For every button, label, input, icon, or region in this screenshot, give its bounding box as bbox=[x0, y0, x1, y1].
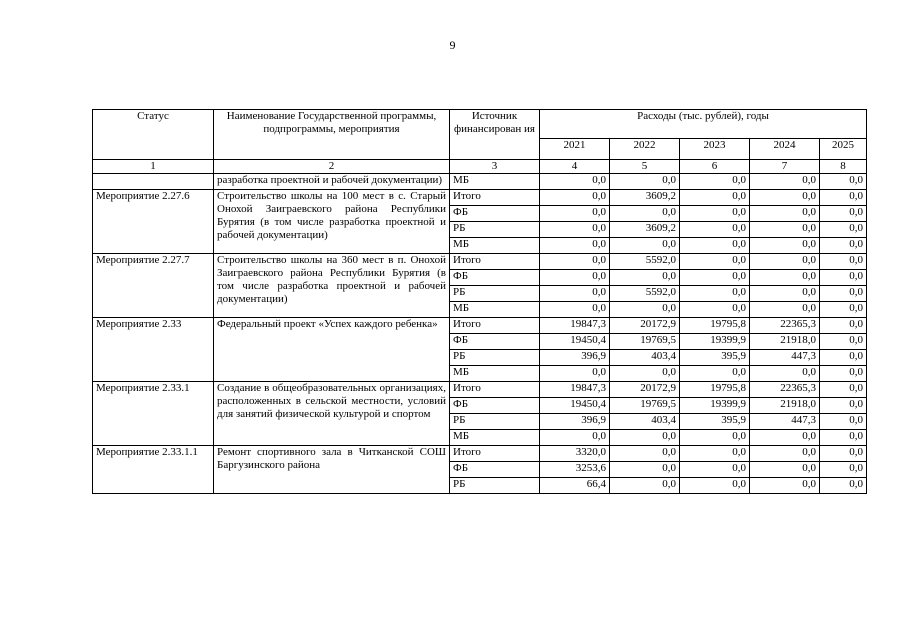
name-cell: Строительство школы на 100 мест в с. Старый Онохой Заиграевского района Республики Бурятия (в том числе разработка проектной и рабочей документации) bbox=[214, 190, 450, 254]
value-cell: 0,0 bbox=[750, 190, 820, 206]
value-cell: 0,0 bbox=[610, 270, 680, 286]
value-cell: 0,0 bbox=[540, 190, 610, 206]
value-cell: 0,0 bbox=[610, 238, 680, 254]
column-index: 3 bbox=[450, 160, 540, 174]
column-index: 1 bbox=[93, 160, 214, 174]
value-cell: 0,0 bbox=[680, 478, 750, 494]
status-cell: Мероприятие 2.27.6 bbox=[93, 190, 214, 254]
value-cell: 0,0 bbox=[820, 350, 867, 366]
value-cell: 0,0 bbox=[750, 446, 820, 462]
value-cell: 0,0 bbox=[820, 238, 867, 254]
value-cell: 66,4 bbox=[540, 478, 610, 494]
value-cell: 0,0 bbox=[750, 222, 820, 238]
value-cell: 3609,2 bbox=[610, 222, 680, 238]
value-cell: 22365,3 bbox=[750, 382, 820, 398]
source-cell: РБ bbox=[450, 350, 540, 366]
source-cell: РБ bbox=[450, 478, 540, 494]
value-cell: 0,0 bbox=[610, 366, 680, 382]
column-index: 7 bbox=[750, 160, 820, 174]
value-cell: 0,0 bbox=[750, 302, 820, 318]
value-cell: 21918,0 bbox=[750, 334, 820, 350]
header-status: Статус bbox=[93, 110, 214, 160]
value-cell: 0,0 bbox=[820, 462, 867, 478]
status-cell: Мероприятие 2.33.1 bbox=[93, 382, 214, 446]
value-cell: 0,0 bbox=[540, 366, 610, 382]
value-cell: 19399,9 bbox=[680, 334, 750, 350]
value-cell: 0,0 bbox=[820, 190, 867, 206]
source-cell: ФБ bbox=[450, 398, 540, 414]
column-index: 4 bbox=[540, 160, 610, 174]
value-cell: 403,4 bbox=[610, 414, 680, 430]
value-cell: 0,0 bbox=[540, 286, 610, 302]
value-cell: 0,0 bbox=[750, 366, 820, 382]
page-number: 9 bbox=[449, 38, 456, 52]
value-cell: 0,0 bbox=[750, 254, 820, 270]
value-cell: 0,0 bbox=[680, 222, 750, 238]
value-cell: 0,0 bbox=[820, 302, 867, 318]
value-cell: 0,0 bbox=[610, 462, 680, 478]
value-cell: 0,0 bbox=[820, 222, 867, 238]
source-cell: ФБ bbox=[450, 206, 540, 222]
value-cell: 5592,0 bbox=[610, 286, 680, 302]
status-cell: Мероприятие 2.27.7 bbox=[93, 254, 214, 318]
value-cell: 0,0 bbox=[750, 286, 820, 302]
name-cell: Ремонт спортивного зала в Читканской СОШ Баргузинского района bbox=[214, 446, 450, 494]
value-cell: 0,0 bbox=[820, 414, 867, 430]
status-cell: Мероприятие 2.33.1.1 bbox=[93, 446, 214, 494]
value-cell: 0,0 bbox=[610, 446, 680, 462]
value-cell: 0,0 bbox=[540, 270, 610, 286]
value-cell: 0,0 bbox=[540, 302, 610, 318]
value-cell: 0,0 bbox=[820, 254, 867, 270]
header-year: 2021 bbox=[540, 139, 610, 160]
value-cell: 0,0 bbox=[610, 206, 680, 222]
value-cell: 0,0 bbox=[540, 254, 610, 270]
value-cell: 0,0 bbox=[820, 478, 867, 494]
value-cell: 0,0 bbox=[750, 270, 820, 286]
name-cell: Создание в общеобразовательных организациях, расположенных в сельской местности, условий для занятий физической культурой и спортом bbox=[214, 382, 450, 446]
value-cell: 0,0 bbox=[680, 190, 750, 206]
header-year: 2024 bbox=[750, 139, 820, 160]
value-cell: 396,9 bbox=[540, 414, 610, 430]
value-cell: 0,0 bbox=[750, 174, 820, 190]
source-cell: Итого bbox=[450, 318, 540, 334]
name-cell: Строительство школы на 360 мест в п. Онохой Заиграевского района Республики Бурятия (в том числе разработка проектной и рабочей документации) bbox=[214, 254, 450, 318]
value-cell: 0,0 bbox=[750, 478, 820, 494]
value-cell: 20172,9 bbox=[610, 318, 680, 334]
source-cell: РБ bbox=[450, 414, 540, 430]
column-index: 8 bbox=[820, 160, 867, 174]
status-cell bbox=[93, 174, 214, 190]
value-cell: 0,0 bbox=[610, 430, 680, 446]
source-cell: Итого bbox=[450, 382, 540, 398]
value-cell: 0,0 bbox=[750, 206, 820, 222]
value-cell: 19795,8 bbox=[680, 318, 750, 334]
table-row bbox=[93, 254, 867, 270]
value-cell: 0,0 bbox=[680, 446, 750, 462]
source-cell: МБ bbox=[450, 366, 540, 382]
value-cell: 0,0 bbox=[820, 382, 867, 398]
value-cell: 396,9 bbox=[540, 350, 610, 366]
value-cell: 3320,0 bbox=[540, 446, 610, 462]
value-cell: 0,0 bbox=[680, 206, 750, 222]
name-cell: разработка проектной и рабочей документации) bbox=[214, 174, 450, 190]
source-cell: ФБ bbox=[450, 334, 540, 350]
value-cell: 0,0 bbox=[680, 366, 750, 382]
value-cell: 0,0 bbox=[540, 238, 610, 254]
value-cell: 0,0 bbox=[680, 430, 750, 446]
source-cell: МБ bbox=[450, 430, 540, 446]
source-cell: РБ bbox=[450, 286, 540, 302]
value-cell: 0,0 bbox=[820, 446, 867, 462]
column-index-row bbox=[93, 160, 867, 174]
value-cell: 0,0 bbox=[540, 206, 610, 222]
table-row bbox=[93, 318, 867, 334]
value-cell: 0,0 bbox=[680, 270, 750, 286]
source-cell: ФБ bbox=[450, 270, 540, 286]
value-cell: 447,3 bbox=[750, 414, 820, 430]
source-cell: МБ bbox=[450, 302, 540, 318]
source-cell: РБ bbox=[450, 222, 540, 238]
column-index: 6 bbox=[680, 160, 750, 174]
value-cell: 0,0 bbox=[820, 430, 867, 446]
header-year: 2022 bbox=[610, 139, 680, 160]
value-cell: 0,0 bbox=[680, 238, 750, 254]
value-cell: 19847,3 bbox=[540, 318, 610, 334]
header-source: Источник финансирован ия bbox=[450, 110, 540, 160]
value-cell: 3253,6 bbox=[540, 462, 610, 478]
source-cell: Итого bbox=[450, 254, 540, 270]
header-year: 2023 bbox=[680, 139, 750, 160]
name-cell: Федеральный проект «Успех каждого ребенка» bbox=[214, 318, 450, 382]
table-row bbox=[93, 382, 867, 398]
header-expenses: Расходы (тыс. рублей), годы bbox=[540, 110, 867, 139]
value-cell: 0,0 bbox=[820, 174, 867, 190]
source-cell: МБ bbox=[450, 238, 540, 254]
value-cell: 20172,9 bbox=[610, 382, 680, 398]
value-cell: 0,0 bbox=[820, 398, 867, 414]
value-cell: 0,0 bbox=[820, 334, 867, 350]
value-cell: 0,0 bbox=[820, 286, 867, 302]
value-cell: 0,0 bbox=[680, 462, 750, 478]
source-cell: Итого bbox=[450, 190, 540, 206]
value-cell: 3609,2 bbox=[610, 190, 680, 206]
value-cell: 0,0 bbox=[680, 286, 750, 302]
value-cell: 0,0 bbox=[610, 302, 680, 318]
value-cell: 0,0 bbox=[680, 302, 750, 318]
budget-table bbox=[92, 109, 867, 494]
source-cell: ФБ bbox=[450, 462, 540, 478]
value-cell: 0,0 bbox=[680, 254, 750, 270]
header-year: 2025 bbox=[820, 139, 867, 160]
value-cell: 0,0 bbox=[750, 238, 820, 254]
value-cell: 0,0 bbox=[820, 270, 867, 286]
value-cell: 19450,4 bbox=[540, 398, 610, 414]
value-cell: 403,4 bbox=[610, 350, 680, 366]
value-cell: 395,9 bbox=[680, 350, 750, 366]
value-cell: 19769,5 bbox=[610, 398, 680, 414]
value-cell: 0,0 bbox=[540, 174, 610, 190]
source-cell: Итого bbox=[450, 446, 540, 462]
column-index: 5 bbox=[610, 160, 680, 174]
value-cell: 5592,0 bbox=[610, 254, 680, 270]
value-cell: 19795,8 bbox=[680, 382, 750, 398]
value-cell: 0,0 bbox=[610, 174, 680, 190]
value-cell: 0,0 bbox=[820, 206, 867, 222]
value-cell: 0,0 bbox=[750, 462, 820, 478]
status-cell: Мероприятие 2.33 bbox=[93, 318, 214, 382]
source-cell: МБ bbox=[450, 174, 540, 190]
value-cell: 0,0 bbox=[540, 222, 610, 238]
column-index: 2 bbox=[214, 160, 450, 174]
value-cell: 22365,3 bbox=[750, 318, 820, 334]
value-cell: 21918,0 bbox=[750, 398, 820, 414]
value-cell: 19847,3 bbox=[540, 382, 610, 398]
table-row bbox=[93, 446, 867, 462]
value-cell: 0,0 bbox=[540, 430, 610, 446]
value-cell: 19450,4 bbox=[540, 334, 610, 350]
value-cell: 0,0 bbox=[820, 318, 867, 334]
value-cell: 0,0 bbox=[680, 174, 750, 190]
value-cell: 0,0 bbox=[820, 366, 867, 382]
value-cell: 19769,5 bbox=[610, 334, 680, 350]
table-row bbox=[93, 174, 867, 190]
value-cell: 19399,9 bbox=[680, 398, 750, 414]
value-cell: 447,3 bbox=[750, 350, 820, 366]
value-cell: 0,0 bbox=[610, 478, 680, 494]
table-row bbox=[93, 190, 867, 206]
value-cell: 395,9 bbox=[680, 414, 750, 430]
value-cell: 0,0 bbox=[750, 430, 820, 446]
header-row bbox=[93, 110, 867, 139]
header-name: Наименование Государственной программы, подпрограммы, мероприятия bbox=[214, 110, 450, 160]
